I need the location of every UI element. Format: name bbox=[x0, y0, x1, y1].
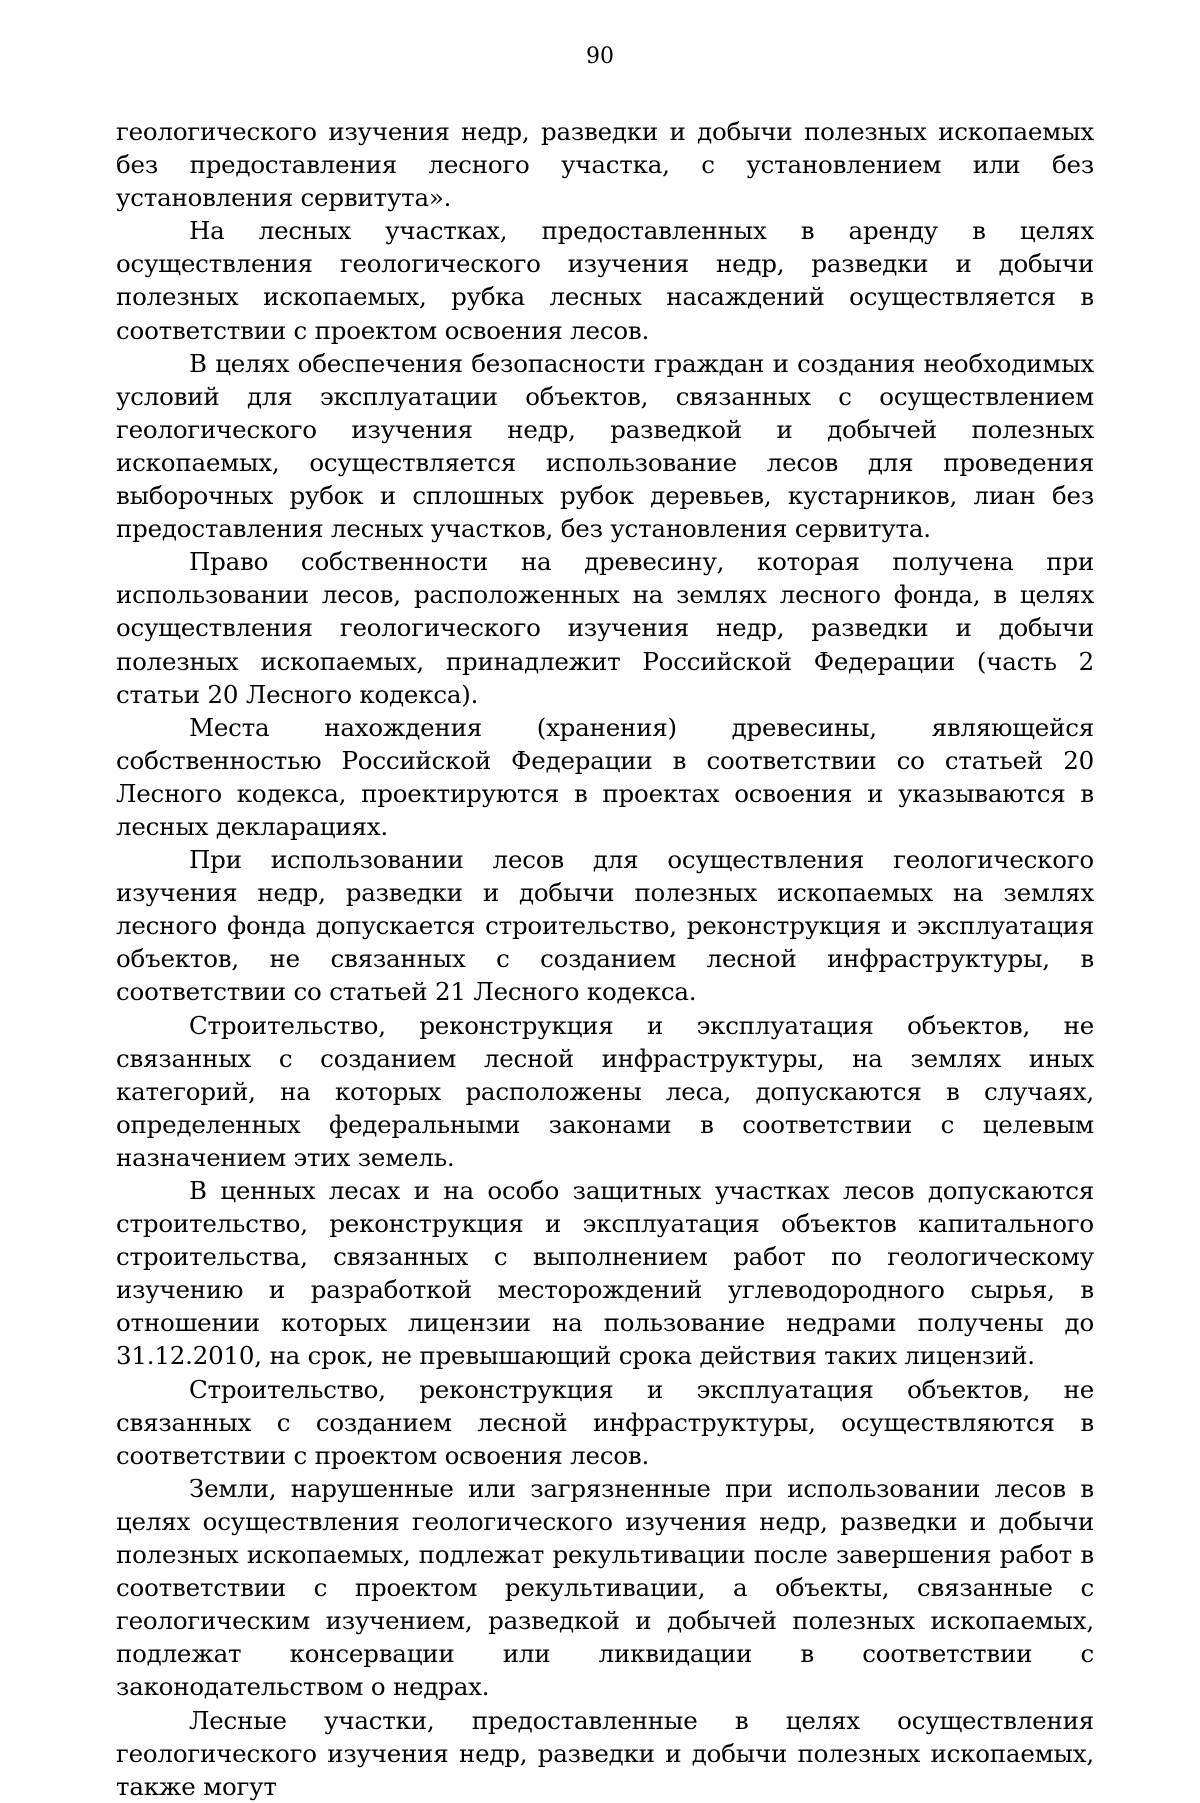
paragraph: Строительство, реконструкция и эксплуатация объектов, не связанных с созданием лесной инфраструктуры, на землях иных категорий, на которых расположены леса, допускаются в случаях, определенных федеральными законами в соответствии с целевым назначением этих земель. bbox=[116, 1010, 1094, 1172]
paragraph: Право собственности на древесину, которая получена при использовании лесов, расположенных на землях лесного фонда, в целях осуществления геологического изучения недр, разведки и добычи полезных ископаемых, принадлежит Российской Федерации (часть 2 статьи 20 Лесного кодекса). bbox=[116, 547, 1094, 709]
paragraph: Места нахождения (хранения) древесины, являющейся собственностью Российской Федерации в соответствии со статьей 20 Лесного кодекса, проектируются в проектах освоения и указываются в лесных декларациях. bbox=[116, 712, 1094, 841]
paragraph: На лесных участках, предоставленных в аренду в целях осуществления геологического изучения недр, разведки и добычи полезных ископаемых, рубка лесных насаждений осуществляется в соответствии с проектом освоения лесов. bbox=[116, 216, 1094, 345]
paragraph: Земли, нарушенные или загрязненные при использовании лесов в целях осуществления геологического изучения недр, разведки и добычи полезных ископаемых, подлежат рекультивации после завершения работ в соответствии с проектом рекультивации, а объекты, связанные с геологическим изучением, разведкой и добычей полезных ископаемых, подлежат консервации или ликвидации в соответствии с законодательством о недрах. bbox=[116, 1473, 1094, 1702]
document-body bbox=[116, 115, 1094, 1803]
paragraph: В целях обеспечения безопасности граждан и создания необходимых условий для эксплуатации объектов, связанных с осуществлением геологического изучения недр, разведкой и добычей полезных ископаемых, осуществляется использование лесов для проведения выборочных рубок и сплошных рубок деревьев, кустарников, лиан без предоставления лесных участков, без установления сервитута. bbox=[116, 348, 1094, 544]
paragraph-truncated: Лесные участки, предоставленные в целях осуществления геологического изучения недр, разведки и добычи полезных ископаемых, также могут bbox=[116, 1705, 1094, 1801]
paragraph-continued: геологического изучения недр, разведки и добычи полезных ископаемых без предоставления лесного участка, с установлением или без установления сервитута». bbox=[116, 117, 1094, 213]
paragraph: В ценных лесах и на особо защитных участках лесов допускаются строительство, реконструкция и эксплуатация объектов капитального строительства, связанных с выполнением работ по геологическому изучению и разработкой месторождений углеводородного сырья, в отношении которых лицензии на пользование недрами получены до 31.12.2010, на срок, не превышающий срока действия таких лицензий. bbox=[116, 1176, 1094, 1371]
page-number: 90 bbox=[586, 44, 614, 69]
paragraph: При использовании лесов для осуществления геологического изучения недр, разведки и добычи полезных ископаемых на землях лесного фонда допускается строительство, реконструкция и эксплуатация объектов, не связанных с созданием лесной инфраструктуры, в соответствии со статьей 21 Лесного кодекса. bbox=[116, 845, 1094, 1007]
paragraph: Строительство, реконструкция и эксплуатация объектов, не связанных с созданием лесной инфраструктуры, осуществляются в соответствии с проектом освоения лесов. bbox=[116, 1374, 1094, 1470]
